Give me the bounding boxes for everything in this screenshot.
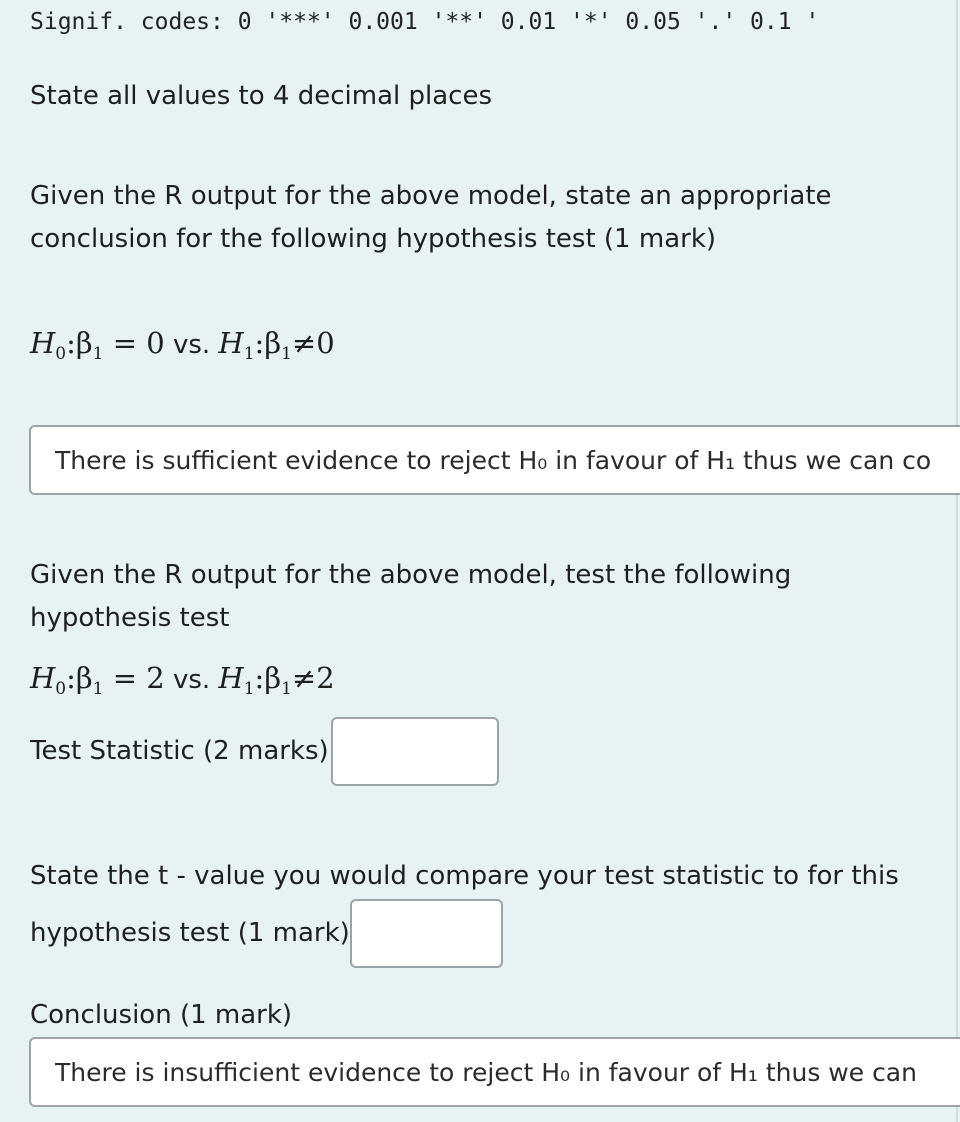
t-value-question-line1: State the t - value you would compare your test statistic to for this bbox=[30, 861, 899, 891]
question1-answer-input[interactable] bbox=[29, 425, 960, 495]
question1-line2: conclusion for the following hypothesis test (1 mark) bbox=[30, 224, 717, 254]
t-value-input[interactable] bbox=[350, 899, 503, 968]
question1-hypothesis: $H_0:\beta_1 = 0$ vs. $H_1:\beta_1\ne 0$ bbox=[30, 326, 335, 364]
question2-line1: Given the R output for the above model, test the following bbox=[30, 560, 792, 590]
question2-hypothesis: $H_0:\beta_1 = 2$ vs. $H_1:\beta_1\ne 2$ bbox=[30, 661, 335, 699]
test-statistic-label: Test Statistic (2 marks) bbox=[30, 736, 329, 766]
conclusion-input[interactable] bbox=[29, 1037, 960, 1107]
conclusion-label: Conclusion (1 mark) bbox=[30, 1000, 293, 1030]
t-value-question-line2: hypothesis test (1 mark) bbox=[30, 918, 350, 948]
test-statistic-input[interactable] bbox=[331, 717, 499, 786]
question2-line2: hypothesis test bbox=[30, 603, 230, 633]
signif-codes-text: Signif. codes: 0 '***' 0.001 '**' 0.01 '*' 0.05 '.' 0.1 ' bbox=[30, 9, 820, 35]
question1-line1: Given the R output for the above model, state an appropriate bbox=[30, 181, 832, 211]
instruction-text: State all values to 4 decimal places bbox=[30, 81, 492, 111]
